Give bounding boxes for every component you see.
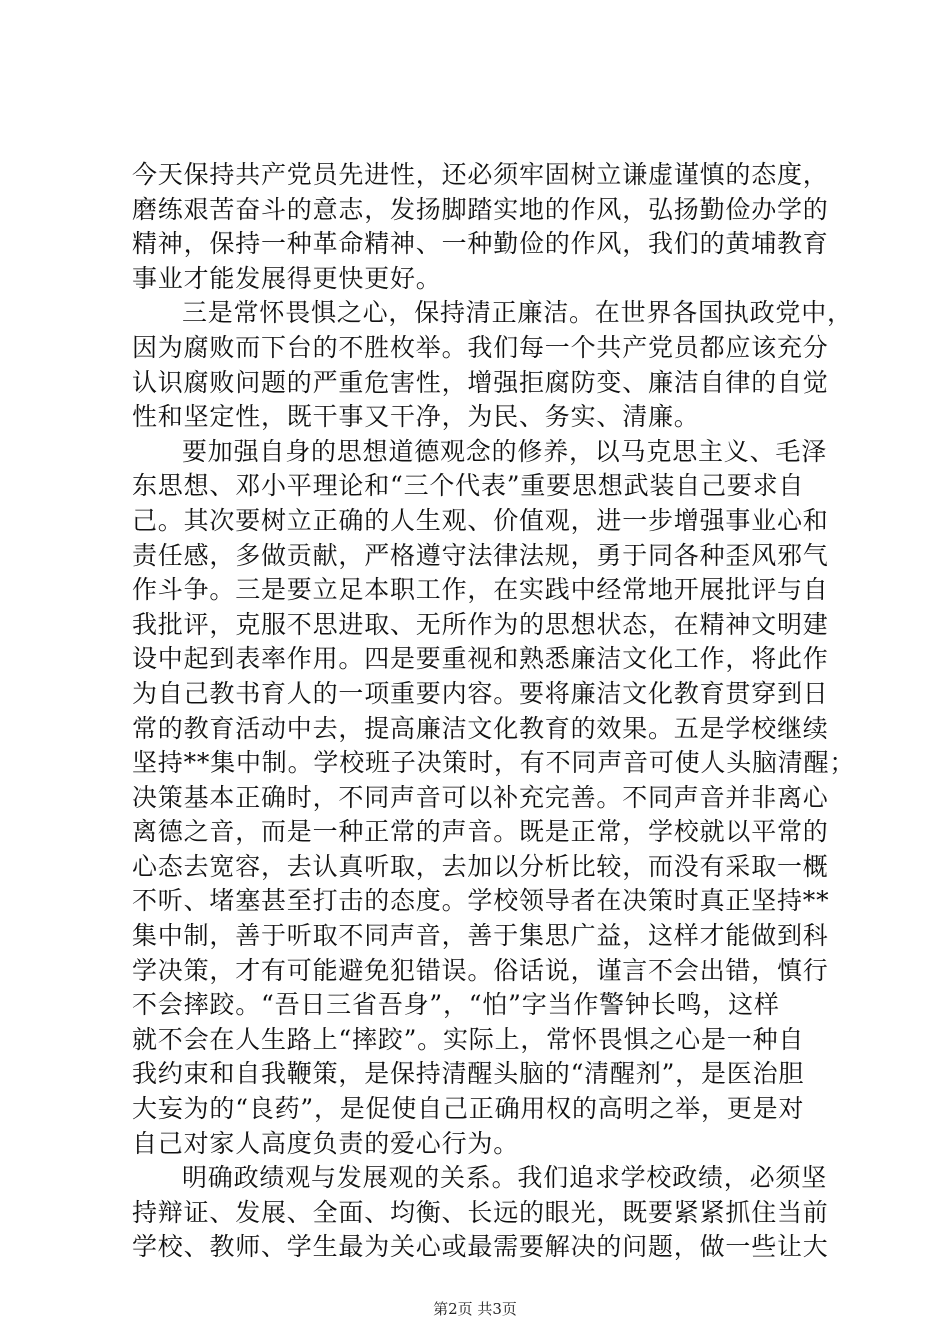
paragraph-start-line: 明确政绩观与发展观的关系。我们追求学校政绩，必须坚 [182, 1163, 828, 1193]
text-line: 学决策，才有可能避免犯错误。俗话说，谨言不会出错，慎行 [132, 955, 829, 985]
text-line: 决策基本正确时，不同声音可以补充完善。不同声音并非离心 [132, 782, 829, 812]
text-line: 己。其次要树立正确的人生观、价值观，进一步增强事业心和 [132, 505, 829, 535]
text-line: 作斗争。三是要立足本职工作，在实践中经常地开展批评与自 [132, 575, 829, 605]
text-line: 大妄为的“良药”，是促使自己正确用权的高明之举，更是对 [132, 1094, 805, 1124]
paragraph-start-line: 要加强自身的思想道德观念的修养，以马克思主义、毛泽 [182, 436, 828, 466]
text-line: 为自己教书育人的一项重要内容。要将廉洁文化教育贯穿到日 [132, 678, 829, 708]
text-line: 磨练艰苦奋斗的意志，发扬脚踏实地的作风，弘扬勤俭办学的 [132, 194, 829, 224]
text-line: 不会摔跤。“吾日三省吾身”，“怕”字当作警钟长鸣，这样 [132, 990, 780, 1020]
body-text [132, 158, 856, 1265]
text-line: 东思想、邓小平理论和“三个代表”重要思想武装自己要求自 [132, 471, 805, 501]
page-footer: 第2页 共3页 [433, 1300, 517, 1318]
text-line: 集中制，善于听取不同声音，善于集思广益，这样才能做到科 [132, 921, 829, 951]
text-line: 不听、堵塞甚至打击的态度。学校领导者在决策时真正坚持** [132, 886, 830, 916]
text-line: 就不会在人生路上“摔跤”。实际上，常怀畏惧之心是一种自 [132, 1024, 805, 1054]
text-line: 责任感，多做贡献，严格遵守法律法规，勇于同各种歪风邪气 [132, 540, 829, 570]
text-line: 我约束和自我鞭策，是保持清醒头脑的“清醒剂”，是医治胆 [132, 1059, 805, 1089]
text-line: 事业才能发展得更快更好。 [132, 263, 442, 293]
paragraph-start-line: 三是常怀畏惧之心，保持清正廉洁。在世界各国执政党中， [182, 298, 853, 328]
text-line: 认识腐败问题的严重危害性，增强拒腐防变、廉洁自律的自觉 [132, 367, 829, 397]
text-line: 设中起到表率作用。四是要重视和熟悉廉洁文化工作，将此作 [132, 644, 829, 674]
text-line: 常的教育活动中去，提高廉洁文化教育的效果。五是学校继续 [132, 713, 829, 743]
text-line: 精神，保持一种革命精神、一种勤俭的作风，我们的黄埔教育 [132, 229, 829, 259]
text-line: 因为腐败而下台的不胜枚举。我们每一个共产党员都应该充分 [132, 332, 829, 362]
text-line: 今天保持共产党员先进性，还必须牢固树立谦虚谨慎的态度， [132, 160, 829, 189]
text-line: 心态去宽容，去认真听取，去加以分析比较，而没有采取一概 [132, 851, 829, 881]
text-line: 离德之音，而是一种正常的声音。既是正常，学校就以平常的 [132, 817, 829, 847]
text-line: 持辩证、发展、全面、均衡、长远的眼光，既要紧紧抓住当前 [132, 1197, 829, 1227]
text-line: 我批评，克服不思进取、无所作为的思想状态，在精神文明建 [132, 609, 829, 639]
text-line: 性和坚定性，既干事又干净，为民、务实、清廉。 [132, 402, 700, 432]
text-line: 自己对家人高度负责的爱心行为。 [132, 1128, 520, 1158]
text-line: 学校、教师、学生最为关心或最需要解决的问题，做一些让大 [132, 1232, 829, 1262]
text-line: 坚持**集中制。学校班子决策时，有不同声音可使人头脑清醒； [132, 748, 856, 778]
